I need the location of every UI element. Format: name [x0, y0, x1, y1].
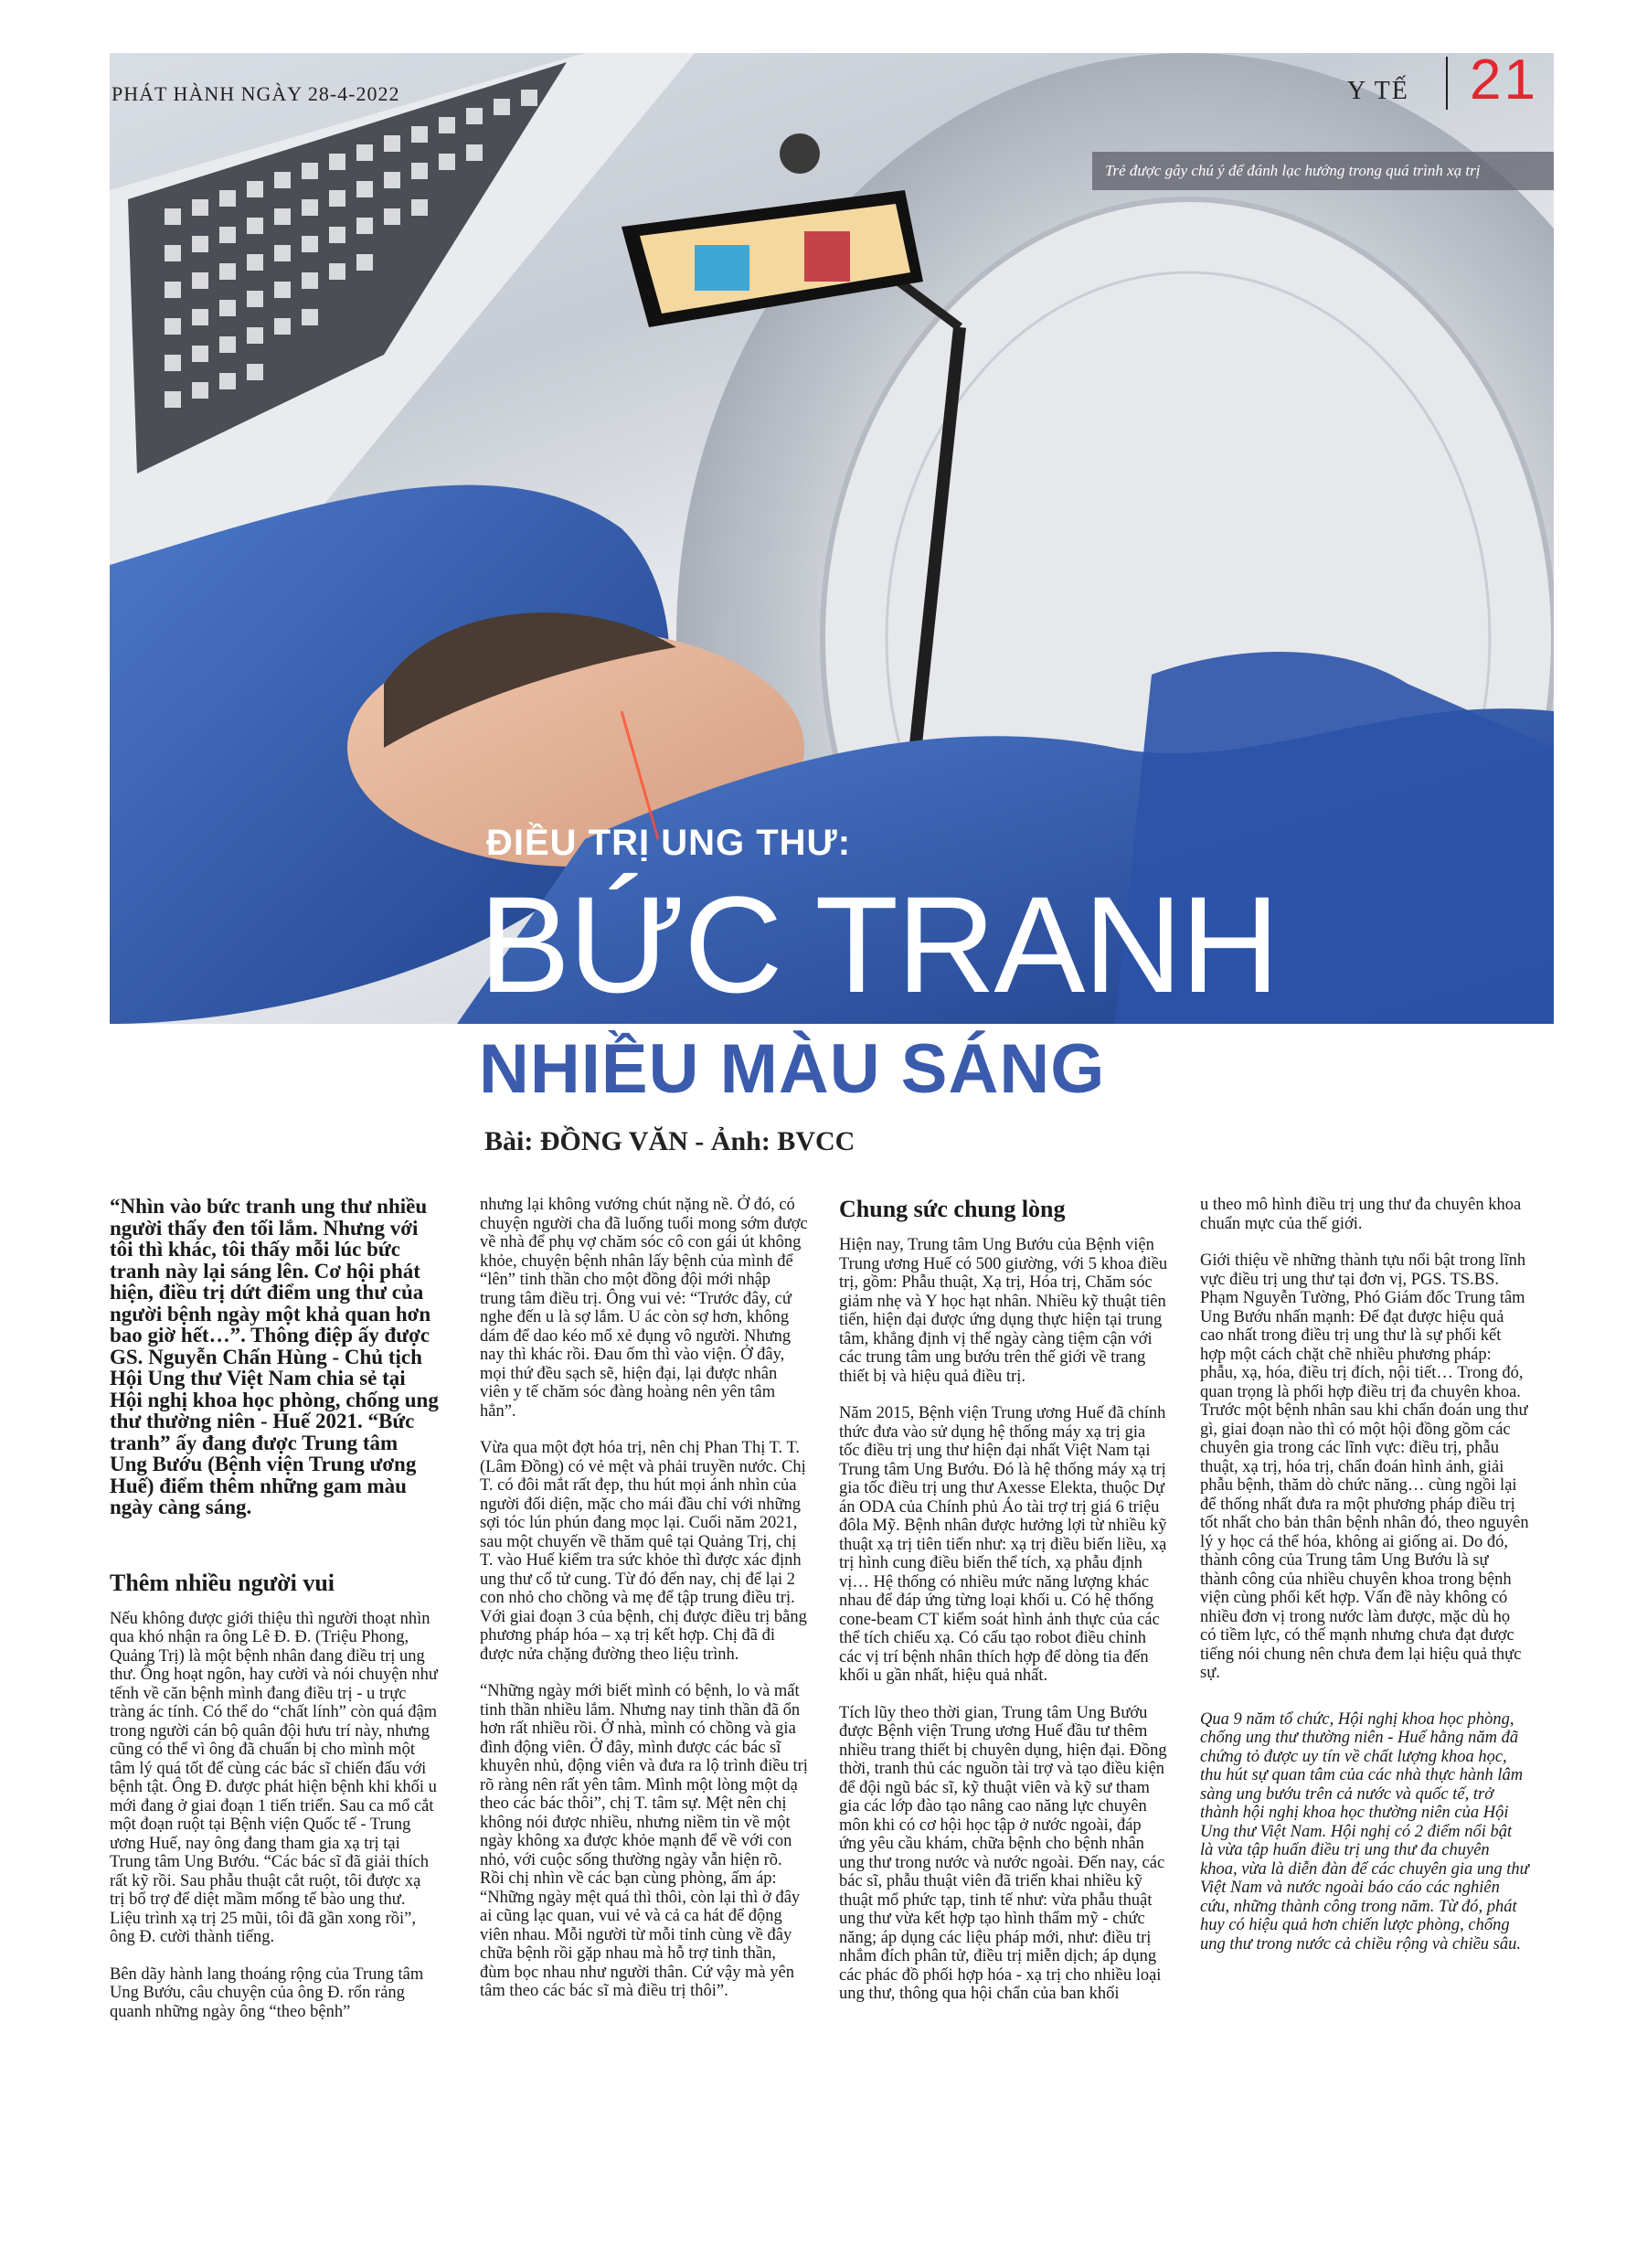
article-title: BỨC TRANH	[479, 868, 1279, 1021]
article-column-4	[1200, 1196, 1529, 1972]
body-paragraph: Năm 2015, Bệnh viện Trung ương Huế đã chính thức đưa vào sử dụng hệ thống máy xạ trị gia tốc điều trị ung thư hiện đại nhất Việt Nam tại Trung tâm Ung Bướu. Đó là hệ thống máy xạ trị gia tốc điều trị ung thư Axesse Elekta, thuộc Dự án ODA của Chính phủ Áo tài trợ trị giá 6 triệu đôla Mỹ. Bệnh nhân được hưởng lợi từ nhiều kỹ thuật xạ trị tiên tiến như: xạ trị điều biến liều, xạ trị hình cung điều biến thể tích, xạ phẫu định vị… Hệ thống có nhiều mức năng lượng khác nhau để đáp ứng từng loại khối u. Có hệ thống cone-beam CT kiểm soát hình ảnh thực của các thể tích chiếu xạ. Có cấu tạo robot điều chỉnh các vị trí bệnh nhân thích hợp để dòng tia đến khối u gần nhất, hiệu quả nhất.	[839, 1404, 1167, 1685]
section-label: Y TẾ	[1347, 77, 1409, 105]
body-paragraph: “Những ngày mới biết mình có bệnh, lo và mất tinh thần nhiều lắm. Nhưng nay tinh thần đã ổn hơn rất nhiều rồi. Ở nhà, mình có chồng và gia đình động viên. Ở đây, mình được các bác sĩ khuyên nhủ, động viên và đưa ra lộ trình điều trị rõ ràng nên rất yên tâm. Mình một lòng một dạ theo các bác thôi”, chị T. tâm sự. Mệt nên chị không nói được nhiều, nhưng niềm tin về một ngày không xa được khỏe mạnh để về với con nhỏ, với cuộc sống thường ngày vẫn hiện rõ. Rồi chị nhìn về các bạn cùng phòng, ấm áp: “Những ngày mệt quá thì thôi, còn lại thì ở đây ai cũng lạc quan, vui vẻ và cả ca hát để động viên nhau. Mỗi người từ mỗi tỉnh cùng về đây chữa bệnh rồi gặp nhau mà hỗ trợ tinh thần, đùm bọc nhau như người thân. Cứ vậy mà yên tâm theo các bác sĩ mà điều trị thôi”.	[480, 1682, 808, 2000]
photo-caption: Trẻ được gây chú ý để đánh lạc hướng trong quá trình xạ trị	[1092, 152, 1554, 190]
section-heading: Chung sức chung lòng	[839, 1196, 1066, 1222]
body-paragraph: nhưng lại không vướng chút nặng nề. Ở đó, có chuyện người cha đã luống tuổi mong sớm được về nhà để phụ vợ chăm sóc cô con gái út không khỏe, chuyện bệnh nhân lấy bệnh của mình để “lên” tinh thần cho một đồng đội mới nhập trung tâm điều trị. Ông vui vẻ: “Trước đây, cứ nghe đến u là sợ lắm. U ác còn sợ hơn, không dám để dao kéo mổ xẻ đụng vô người. Nhưng nay thì khác rồi. Đau ốm thì vào viện. Ở đây, mọi thứ đều sạch sẽ, hiện đại, lại được nhân viên y tế chăm sóc đàng hoàng nên yên tâm hẳn”.	[480, 1196, 808, 1421]
section-heading: Thêm nhiều người vui	[110, 1569, 335, 1596]
body-paragraph: Hiện nay, Trung tâm Ung Bướu của Bệnh viện Trung ương Huế có 500 giường, với 5 khoa điều trị, gồm: Phẫu thuật, Xạ trị, Hóa trị, Chăm sóc giảm nhẹ và Y học hạt nhân. Nhiều kỹ thuật tiên tiến, hiện đại được ứng dụng thực hiện tại trung tâm, khẳng định vị thế ngày càng tiệm cận với các trung tâm ung bướu trên thế giới về trang thiết bị và hiệu quả điều trị.	[839, 1236, 1168, 1386]
body-paragraph: Giới thiệu về những thành tựu nổi bật trong lĩnh vực điều trị ung thư tại đơn vị, PGS. TS.BS. Phạm Nguyễn Tường, Phó Giám đốc Trung tâm Ung Bướu nhấn mạnh: Để đạt được hiệu quả cao nhất trong điều trị ung thư là sự phối kết hợp một cách chặt chẽ nhiều phương pháp: phẫu, xạ, hóa, điều trị đích, nội tiết… Trong đó, quan trọng là phối hợp điều trị đa chuyên khoa. Trước một bệnh nhân sau khi chẩn đoán ung thư gì, giai đoạn nào thì có một hội đồng gồm các chuyên gia trong các lĩnh vực: điều trị, phẫu thuật, xạ trị, hóa trị, chẩn đoán hình ảnh, giải phẫu bệnh, thăm dò chức năng… cùng ngồi lại để thống nhất đưa ra một phương pháp điều trị tốt nhất cho bản thân bệnh nhân đó, theo nguyên lý y học cá thể hóa, không ai giống ai. Do đó, thành công của Trung tâm Ung Bướu là sự thành công của nhiều chuyên khoa trong bệnh viện cùng phối kết hợp. Vấn đề này không có nhiều đơn vị trong nước làm được, mặc dù họ có tiềm lực, có thế mạnh nhưng chưa đạt được tiếng nói chung nên chưa đem lại hiệu quả thực sự.	[1200, 1251, 1529, 1682]
article-subtitle: NHIỀU MÀU SÁNG	[479, 1030, 1106, 1108]
article-kicker: ĐIỀU TRỊ UNG THƯ:	[486, 823, 852, 863]
header-divider	[1446, 57, 1448, 110]
article-column-2	[480, 1196, 809, 2019]
body-paragraph: u theo mô hình điều trị ung thư đa chuyên khoa chuẩn mực của thế giới.	[1200, 1196, 1522, 1233]
article-column-3	[839, 1196, 1168, 2022]
body-paragraph: Vừa qua một đợt hóa trị, nên chị Phan Thị T. T. (Lâm Đồng) có vẻ mệt và phải truyền nước. Chị T. có đôi mắt rất đẹp, thu hút mọi ánh nhìn của người đối diện, mặc cho mái đầu chỉ với những sợi tóc lún phún đang mọc lại. Cuối năm 2021, sau một chuyến về thăm quê tại Quảng Trị, chị T. vào Huế kiểm tra sức khỏe thì được xác định ung thư cổ tử cung. Từ đó đến nay, chị để lại 2 con nhỏ cho chồng và mẹ để tập trung điều trị. Với giai đoạn 3 của bệnh, chị được điều trị bằng phương pháp hóa – xạ trị kết hợp. Chị đã đi được nửa chặng đường theo liệu trình.	[480, 1439, 807, 1664]
page-number: 21	[1470, 48, 1538, 112]
closing-italic-paragraph: Qua 9 năm tổ chức, Hội nghị khoa học phòng, chống ung thư thường niên - Huế hằng năm đã chứng tỏ được uy tín về chất lượng khoa học, thu hút sự quan tâm của các nhà thực hành lâm sàng ung bướu trên cả nước và quốc tế, trở thành hội nghị khoa học thường niên của Hội Ung thư Việt Nam. Hội nghị có 2 điểm nổi bật là vừa tập huấn điều trị ung thư đa chuyên khoa, vừa là diễn đàn để các chuyên gia ung thư Việt Nam và nước ngoài báo cáo các nghiên cứu, những thành công trong năm. Từ đó, phát huy có hiệu quả hơn chiến lược phòng, chống ung thư trong nước cả chiều rộng và chiều sâu.	[1200, 1709, 1529, 1954]
body-paragraph: Bên dãy hành lang thoáng rộng của Trung tâm Ung Bướu, câu chuyện của ông Đ. rổn rảng quanh những ngày ông “theo bệnh”	[110, 1965, 424, 2021]
body-paragraph: Tích lũy theo thời gian, Trung tâm Ung Bướu được Bệnh viện Trung ương Huế đầu tư thêm nhiều trang thiết bị chuyên dụng, hiện đại. Đồng thời, tranh thủ các nguồn tài trợ và tạo điều kiện để đội ngũ bác sĩ, kỹ thuật viên và kỹ sư tham gia các lớp đào tạo nâng cao năng lực chuyên môn khi có cơ hội học tập ở nước ngoài, đáp ứng yêu cầu khám, chữa bệnh cho bệnh nhân ung thư trong nước và nước ngoài. Đến nay, các bác sĩ, phẫu thuật viên đã triển khai nhiều kỹ thuật mổ phức tạp, tinh tế như: vừa phẫu thuật ung thư vừa kết hợp tạo hình thẩm mỹ - chức năng; áp dụng các liệu pháp mới, như: điều trị nhắm đích phân tử, điều trị miễn dịch; áp dụng các phác đồ phối hợp hóa - xạ trị cho nhiều loại ung thư, thông qua hội chẩn của ban khối	[839, 1703, 1167, 2003]
body-paragraph: Nếu không được giới thiệu thì người thoạt nhìn qua khó nhận ra ông Lê Đ. Đ. (Triệu Phong, Quảng Trị) là một bệnh nhân đang điều trị ung thư. Ông hoạt ngôn, hay cười và nói chuyện như tếnh về căn bệnh mình đang điều trị - u trực tràng ác tính. Có thể do “chất lính” còn quá đậm trong người cán bộ quân đội hưu trí này, nhưng cũng có thể vì ông đã chuẩn bị cho mình một tâm lý quá tốt để cùng các bác sĩ chiến đấu với bệnh tật. Ông Đ. được phát hiện bệnh khi khối u mới đang ở giai đoạn 1 tiến triển. Sau ca mổ cắt một đoạn ruột tại Bệnh viện Quốc tế - Trung ương Huế, nay ông đang tham gia xạ trị tại Trung tâm Ung Bướu. “Các bác sĩ đã giải thích rất kỹ rồi. Sau phẫu thuật cắt ruột, tôi được xạ trị bổ trợ để diệt mầm mống tế bào ung thư. Liệu trình xạ trị 25 mũi, tôi đã gần xong rồi”, ông Đ. cười thành tiếng.	[110, 1609, 438, 1946]
lead-paragraph: “Nhìn vào bức tranh ung thư nhiều người thấy đen tối lắm. Nhưng với tôi thì khác, tôi thấy mỗi lúc bức tranh này lại sáng lên. Cơ hội phát hiện, điều trị dứt điểm ung thư của người bệnh ngày một khả quan hơn bao giờ hết…”. Thông điệp ấy được GS. Nguyễn Chấn Hùng - Chủ tịch Hội Ung thư Việt Nam chia sẻ tại Hội nghị khoa học phòng, chống ung thư thường niên - Huế 2021. “Bức tranh” ấy đang được Trung tâm Ung Bướu (Bệnh viện Trung ương Huế) điểm thêm những gam màu ngày càng sáng.	[110, 1195, 439, 1518]
article-byline: Bài: ĐỒNG VĂN - Ảnh: BVCC	[484, 1126, 855, 1156]
article-column-1	[110, 1196, 439, 2039]
publication-date: PHÁT HÀNH NGÀY 28-4-2022	[112, 82, 400, 105]
